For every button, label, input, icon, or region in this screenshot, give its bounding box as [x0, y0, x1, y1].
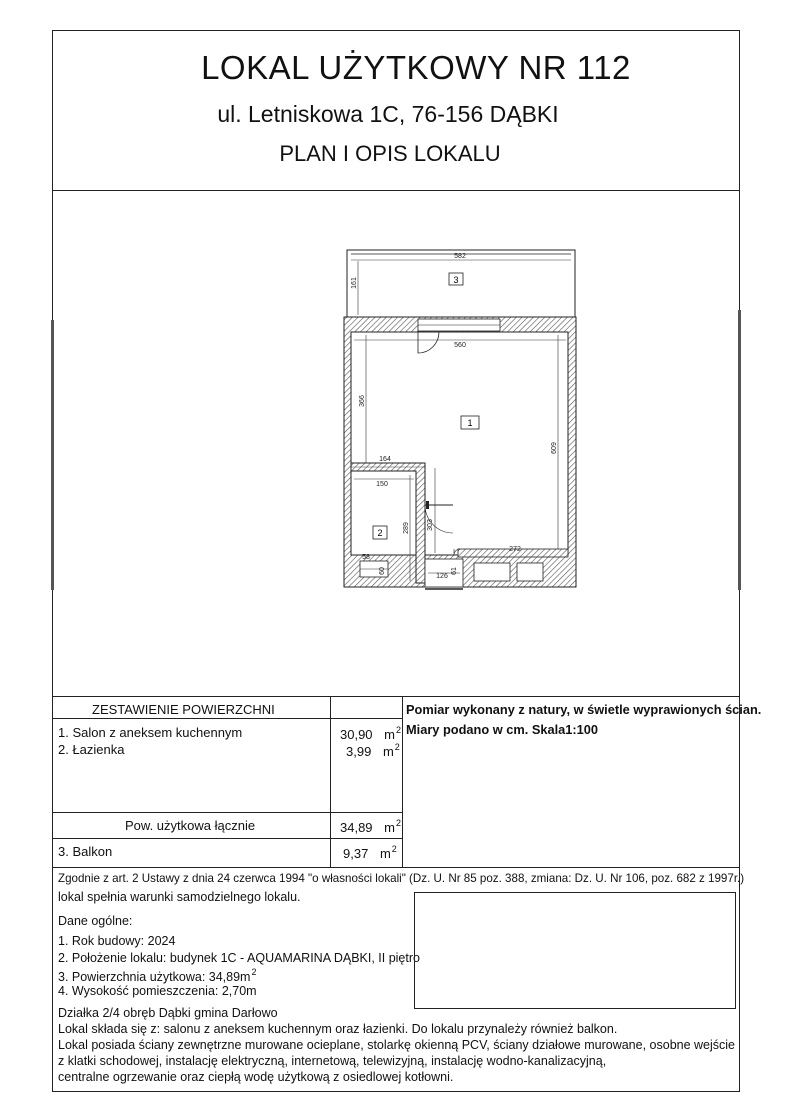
- page-title: LOKAL UŻYTKOWY NR 112: [201, 49, 631, 86]
- dim-bath-height: 289: [403, 522, 410, 534]
- dim-room1-width: 560: [454, 342, 466, 349]
- dim-room1-left: 366: [359, 395, 366, 407]
- general-item-3-exp: 2: [251, 967, 257, 977]
- room-1-name: 1. Salon z aneksem kuchennym: [58, 725, 243, 740]
- room-1-area: [340, 725, 401, 742]
- dim-balcony-depth: 161: [351, 277, 358, 289]
- room-2-label: 2: [377, 528, 383, 538]
- general-item-1: 1. Rok budowy: 2024: [58, 934, 176, 948]
- description-line-5: centralne ogrzewanie oraz ciepłą wodę użytkową z osiedlowej kotłowni.: [58, 1070, 454, 1084]
- total-area-value: 34,89: [340, 820, 373, 835]
- header-divider: [52, 190, 740, 191]
- bathroom-door-post: [426, 501, 429, 509]
- address: ul. Letniskowa 1C, 76-156 DĄBKI: [217, 101, 559, 127]
- description-line-2: Lokal składa się z: salonu z aneksem kuchennym oraz łazienki. Do lokalu przynależy również balkon.: [58, 1022, 618, 1036]
- general-heading: Dane ogólne:: [58, 914, 133, 928]
- table-heading-line: [52, 718, 402, 719]
- dim-corridor: 272: [509, 546, 521, 553]
- room-2-area: [346, 742, 400, 759]
- balcony-door-swing: [418, 332, 439, 353]
- table-total-line-bottom: [52, 838, 402, 839]
- balcony-area-exp: 2: [391, 844, 397, 854]
- frame-top: [52, 30, 740, 31]
- plan-divider: [52, 696, 740, 697]
- dim-shaft-depth: 60: [379, 567, 386, 575]
- dim-entry: 303: [427, 519, 434, 531]
- room-3-label: 3: [453, 275, 459, 285]
- outer-walls: [344, 317, 576, 587]
- room-1-area-unit: m: [384, 727, 396, 742]
- table-vline-left: [330, 697, 331, 867]
- legal-line-2: lokal spełnia warunki samodzielnego lokalu.: [58, 890, 301, 904]
- margin-tick-right: [738, 310, 741, 590]
- room-2-name: 2. Łazienka: [58, 742, 125, 757]
- shaft-1: [474, 563, 510, 581]
- general-item-3: [58, 967, 256, 984]
- table-bottom-divider: [52, 867, 740, 868]
- total-area: [340, 818, 401, 835]
- dim-room1-depth: 609: [551, 442, 558, 454]
- general-item-3-text: 3. Powierzchnia użytkowa: 34,89m: [58, 970, 251, 984]
- dim-niche: 126: [436, 573, 448, 580]
- description-line-3: Lokal posiada ściany zewnętrzne murowane ocieplane, stolarkę okienną PCV, ściany działowe murowane, osobne wejście: [58, 1038, 736, 1052]
- dim-balcony-width: 582: [454, 253, 466, 260]
- room-1-label: 1: [467, 418, 473, 428]
- balcony-area-unit: m: [379, 846, 391, 861]
- general-item-2: 2. Położenie lokalu: budynek 1C - AQUAMARINA DĄBKI, II piętro: [58, 951, 420, 965]
- measurement-note-2: Miary podano w cm. Skala1:100: [406, 722, 599, 737]
- room-1-area-value: 30,90: [340, 727, 373, 742]
- room-2-area-exp: 2: [394, 742, 400, 752]
- general-item-4: 4. Wysokość pomieszczenia: 2,70m: [58, 984, 257, 998]
- table-vline-right: [402, 697, 403, 867]
- total-area-unit: m: [384, 820, 396, 835]
- total-label: Pow. użytkowa łącznie: [125, 818, 256, 833]
- description-line-1: Działka 2/4 obręb Dąbki gmina Darłowo: [58, 1006, 278, 1020]
- total-area-exp: 2: [396, 818, 402, 828]
- frame-bottom: [52, 1091, 740, 1092]
- floor-plan: [330, 243, 590, 593]
- table-total-line-top: [52, 812, 402, 813]
- page-subtitle: PLAN I OPIS LOKALU: [279, 141, 501, 166]
- shaft-2: [517, 563, 543, 581]
- balcony-area: [343, 844, 397, 861]
- stamp-box: [414, 892, 736, 1009]
- dim-bath-width: 150: [376, 481, 388, 488]
- legal-line-1: Zgodnie z art. 2 Ustawy z dnia 24 czerwca 1994 "o własności lokali" (Dz. U. Nr 85 poz. 388, zmiana: Dz. U. Nr 106, poz. 682 z 1997r.): [58, 872, 745, 885]
- dim-niche-depth: 61: [451, 567, 458, 575]
- description-line-4: z klatki schodowej, instalację elektryczną, internetową, telewizyjną, instalację wodno-kanalizacyjną,: [58, 1054, 607, 1068]
- measurement-note-1: Pomiar wykonany z natury, w świetle wyprawionych ścian.: [406, 702, 762, 717]
- balcony-area-value: 9,37: [343, 846, 369, 861]
- balcony-label: 3. Balkon: [58, 844, 113, 859]
- margin-tick-left: [51, 320, 54, 590]
- room-2-area-unit: m: [382, 744, 394, 759]
- room-1-area-exp: 2: [396, 725, 402, 735]
- dim-bath-outer: 164: [379, 456, 391, 463]
- room-2-area-value: 3,99: [346, 744, 372, 759]
- table-heading: ZESTAWIENIE POWIERZCHNI: [92, 702, 275, 717]
- dim-shaft-width: 58: [362, 554, 370, 561]
